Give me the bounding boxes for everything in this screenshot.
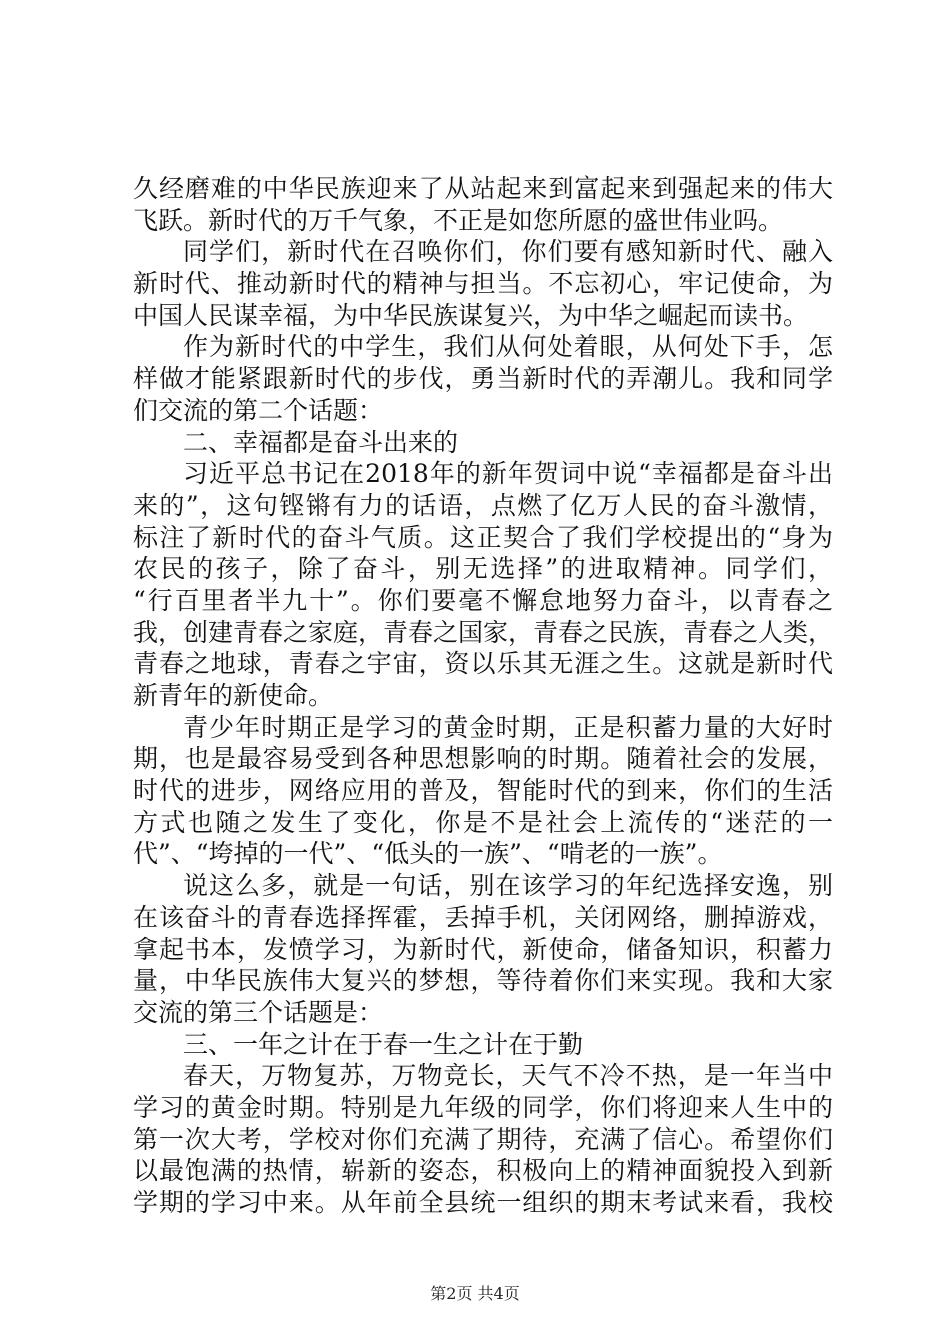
text-line: 拿起书本，发愤学习，为新时代，新使命，储备知识，积蓄力 <box>133 934 833 964</box>
text-line: 作为新时代的中学生，我们从何处着眼，从何处下手，怎 <box>183 332 833 362</box>
text-line: 同学们，新时代在召唤你们，你们要有感知新时代、融入 <box>183 237 833 267</box>
text-line: 农民的孩子，除了奋斗，别无选择”的进取精神。同学们， <box>133 554 833 584</box>
text-line: 方式也随之发生了变化，你是不是社会上流传的“迷茫的一 <box>133 807 833 837</box>
document-body <box>133 173 833 1219</box>
text-line: 们交流的第二个话题： <box>133 395 384 425</box>
text-line: 说这么多，就是一句话，别在该学习的年纪选择安逸，别 <box>183 871 833 901</box>
page-number: 第2页 共4页 <box>430 1284 520 1303</box>
text-line: 久经磨难的中华民族迎来了从站起来到富起来到强起来的伟大 <box>133 174 833 203</box>
text-line: 春天，万物复苏，万物竞长，天气不冷不热，是一年当中 <box>183 1061 833 1091</box>
text-line: 标注了新时代的奋斗气质。这正契合了我们学校提出的“身为 <box>133 522 833 552</box>
text-line: 学习的黄金时期。特别是九年级的同学，你们将迎来人生中的 <box>133 1092 833 1122</box>
text-line: 交流的第三个话题是： <box>133 997 384 1027</box>
text-line: 来的”，这句铿锵有力的话语，点燃了亿万人民的奋斗激情， <box>133 490 833 520</box>
text-line: 青春之地球，青春之宇宙，资以乐其无涯之生。这就是新时代 <box>133 649 833 679</box>
text-line: 习近平总书记在2018年的新年贺词中说“幸福都是奋斗出 <box>183 459 833 489</box>
text-line: 以最饱满的热情，崭新的姿态，积极向上的精神面貌投入到新 <box>133 1156 833 1186</box>
text-line: 时代的进步，网络应用的普及，智能时代的到来，你们的生活 <box>133 776 833 806</box>
text-line: 第一次大考，学校对你们充满了期待，充满了信心。希望你们 <box>133 1124 833 1154</box>
text-line: 样做才能紧跟新时代的步伐，勇当新时代的弄潮儿。我和同学 <box>133 364 833 394</box>
text-line: 代”、“垮掉的一代”、“低头的一族”、“啃老的一族”。 <box>133 839 723 869</box>
text-line: “行百里者半九十”。你们要毫不懈怠地努力奋斗，以青春之 <box>133 585 833 615</box>
text-line: 中国人民谋幸福，为中华民族谋复兴，为中华之崛起而读书。 <box>133 300 809 330</box>
text-line: 新时代、推动新时代的精神与担当。不忘初心，牢记使命，为 <box>133 269 833 299</box>
text-line: 飞跃。新时代的万千气象，不正是如您所愿的盛世伟业吗。 <box>133 205 784 235</box>
text-line: 三、一年之计在于春一生之计在于勤 <box>183 1029 584 1059</box>
text-line: 二、幸福都是奋斗出来的 <box>183 427 459 457</box>
text-line: 青少年时期正是学习的黄金时期，正是积蓄力量的大好时 <box>183 712 833 742</box>
text-line: 期，也是最容易受到各种思想影响的时期。随着社会的发展， <box>133 744 833 774</box>
text-line: 在该奋斗的青春选择挥霍，丢掉手机，关闭网络，删掉游戏， <box>133 902 833 932</box>
text-line: 我，创建青春之家庭，青春之国家，青春之民族，青春之人类， <box>133 617 834 647</box>
text-line: 量，中华民族伟大复兴的梦想，等待着你们来实现。我和大家 <box>133 966 833 996</box>
text-line: 学期的学习中来。从年前全县统一组织的期末考试来看，我校 <box>133 1188 833 1217</box>
text-line: 新青年的新使命。 <box>133 681 334 710</box>
